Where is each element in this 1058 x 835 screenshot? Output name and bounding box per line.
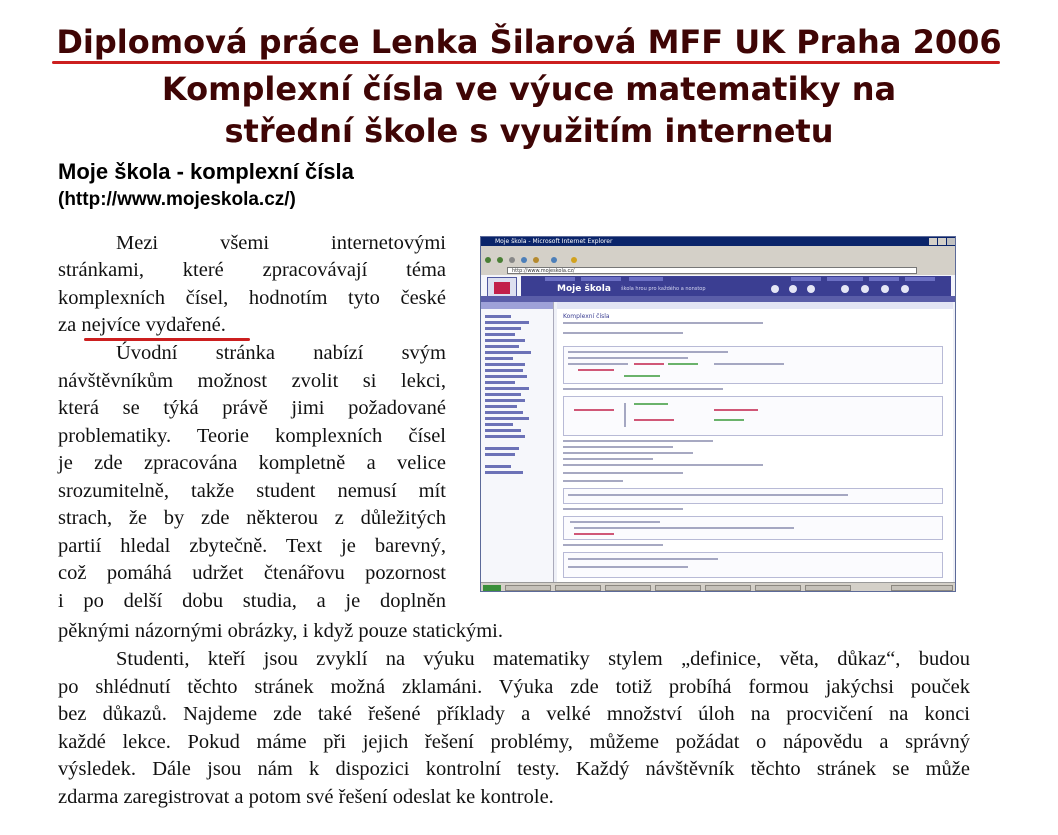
section-url: (http://www.mojeskola.cz/): [58, 189, 296, 210]
text-line: je zde zpracována kompletně a velice: [58, 452, 446, 474]
paragraph-continuation-line: pěknými názornými obrázky, i když pouze statickými.: [58, 620, 503, 642]
browser-addressbar: [481, 266, 955, 275]
search-icon: [551, 257, 557, 263]
favorites-icon: [571, 257, 577, 263]
start-button-icon: [483, 585, 501, 591]
document-header-line2: Komplexní čísla ve výuce matematiky na: [161, 70, 897, 108]
site-content: [557, 302, 953, 582]
refresh-icon: [521, 257, 527, 263]
text-line: po shlédnutí těchto stránek možná zklamáni. Výuka zde totiž probíhá formou jakýchsi pouček: [58, 676, 970, 698]
text-line: problematiky. Teorie komplexních čísel: [58, 425, 446, 447]
text-line: stránkami, které zpracovávají téma: [58, 259, 446, 281]
text-line: Úvodní stránka nabízí svým: [116, 342, 446, 364]
text-line: strach, že by zde některou z důležitých: [58, 507, 446, 529]
nav-icon: [841, 285, 849, 293]
site-name: Moje škola: [557, 284, 611, 294]
text-line: Mezi všemi internetovými: [116, 232, 446, 254]
text-line: která se týká právě jimi požadované: [58, 397, 446, 419]
nav-icon: [789, 285, 797, 293]
home-icon: [533, 257, 539, 263]
text-line: návštěvníkům možnost zvolit si lekci,: [58, 370, 446, 392]
browser-titlebar: [481, 237, 955, 246]
text-line: Studenti, kteří jsou zvyklí na výuku matematiky stylem „definice, věta, důkaz“, budou: [116, 648, 970, 670]
content-title: Komplexní čísla: [563, 313, 610, 320]
nav-icon: [771, 285, 779, 293]
text-line: partií hledal zbytečně. Text je barevný,: [58, 535, 446, 557]
taskbar: [481, 582, 955, 592]
text-line: za nejvíce vydařené.: [58, 314, 226, 336]
site-sidebar: [481, 302, 554, 582]
minimize-icon: [929, 238, 937, 245]
address-field: [507, 267, 917, 274]
website-screenshot: [480, 236, 956, 592]
browser-menubar: [481, 246, 955, 254]
maximize-icon: [938, 238, 946, 245]
text-line: srozumitelně, takže student nemusí mít: [58, 480, 446, 502]
text-line: výsledek. Dále jsou nám k dispozici kontrolní testy. Každý návštěvník těchto stránek se může: [58, 758, 970, 780]
site-banner: [521, 282, 951, 296]
document-header-line1: Diplomová práce Lenka Šilarová MFF UK Praha 2006: [56, 23, 1002, 61]
nav-icon: [881, 285, 889, 293]
document-header-line3: střední škole s využitím internetu: [224, 112, 834, 150]
back-icon: [485, 257, 491, 263]
text-line: každé lekce. Pokud máme při jejich řešení problémy, můžeme požádat o nápovědu a správný: [58, 731, 970, 753]
text-line: zdarma zaregistrovat a potom své řešení odeslat ke kontrole.: [58, 786, 554, 808]
stop-icon: [509, 257, 515, 263]
text-line: bez důkazů. Najdeme zde také řešené příklady a velké množství úloh na procvičení na konci: [58, 703, 970, 725]
site-tagline: škola hrou pro každého a nonstop: [621, 286, 706, 292]
text-line: což pomáhá udržet čtenářovu pozornost: [58, 562, 446, 584]
browser-window-title: Moje škola - Microsoft Internet Explorer: [495, 238, 613, 245]
text-line: i po delší dobu studia, a je doplněn: [58, 590, 446, 612]
close-icon: [947, 238, 955, 245]
nav-icon: [807, 285, 815, 293]
forward-icon: [497, 257, 503, 263]
text-line: komplexních čísel, hodnotím tyto české: [58, 287, 446, 309]
red-underline-highlight: [84, 338, 250, 341]
nav-icon: [901, 285, 909, 293]
red-underline-decoration: [52, 61, 1000, 64]
address-value: http://www.mojeskola.cz/: [512, 268, 575, 274]
nav-icon: [861, 285, 869, 293]
section-title: Moje škola - komplexní čísla: [58, 159, 354, 184]
